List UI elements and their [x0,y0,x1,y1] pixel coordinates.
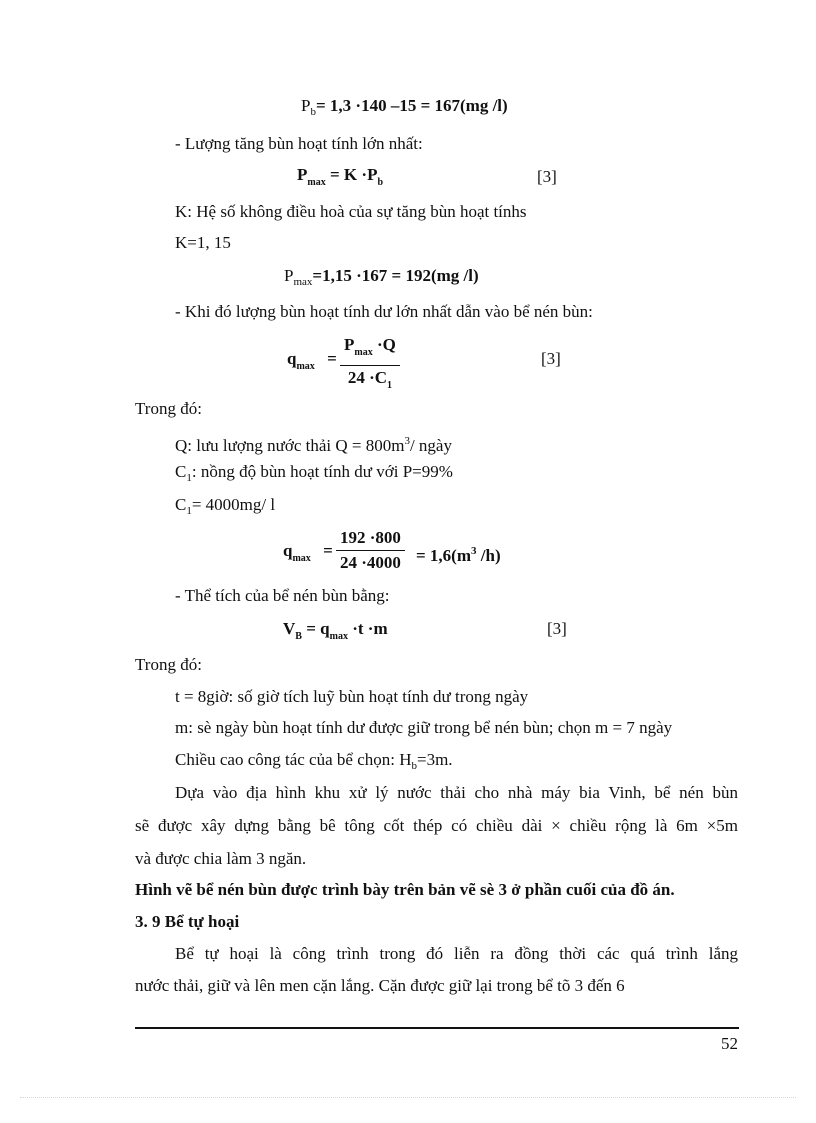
page-number: 52 [721,1034,738,1053]
eq4-numerator [340,334,400,364]
eq4-num-main: P [344,335,355,354]
c1-def-sub: 1 [186,472,192,484]
c1-val-sub: 1 [186,505,192,517]
q-def-unit: / ngày [409,436,452,455]
hb-definition [175,749,453,777]
eq2-lhs-sub: max [307,177,326,188]
eq5-lhs: q [283,541,293,560]
trong-do-2: Trong đó: [135,655,202,674]
c1-val-symbol: C [175,495,187,514]
eq4-fraction-bar [340,365,400,366]
eq5-lhs-group [283,540,333,570]
eq4-fraction [340,334,400,397]
page-bottom-border [20,1097,796,1098]
eq5-fraction-bar [336,550,405,551]
q-def-sup: 3 [404,435,410,447]
eq1-lhs: P [301,96,311,115]
eq2-lhs: P [297,165,308,184]
eq5-fraction [336,527,405,574]
eq4-lhs-group [287,348,337,378]
footer-rule [135,1027,739,1029]
c1-val-text: = 4000mg/ l [191,495,276,514]
eq4-lhs-sub: max [296,361,315,372]
hb-def-value: =3m. [417,750,453,769]
m-definition: m: sè ngày bùn hoạt tính dư được giữ trong bể nén bùn; chọn m = 7 ngày [175,718,673,737]
hb-def-sub: b [411,760,417,772]
eq5-rhs-sup: 3 [471,545,477,557]
eq3-lhs: P [284,266,294,285]
eq5-numerator: 192 ·800 [340,528,401,547]
eq6-lhs: V [283,619,296,638]
vb-intro: - Thể tích của bể nén bùn bằng: [175,586,390,605]
equation-pmax [297,164,383,194]
drawing-note: Hình vẽ bể nén bùn được trình bày trên bản vẽ sè 3 ở phần cuối của đồ án. [135,880,675,899]
para1-line-1: Dựa vào địa hình khu xử lý nước thải cho nhà máy bia Vinh, bể nén bùn [175,783,738,802]
eq4-equals: = [327,349,337,368]
c1-def-symbol: C [175,462,187,481]
eq2-reference: [3] [537,167,557,186]
equation-vb [283,618,388,648]
eq5-equals: = [323,541,333,560]
eq6-mid-sub: max [329,631,348,642]
eq6-reference: [3] [547,619,567,638]
trong-do-1: Trong đó: [135,399,202,418]
eq5-rhs-b: /h) [476,546,501,565]
eq6-mid: = q [301,619,330,638]
c1-def-text: : nồng độ bùn hoạt tính dư với P=99% [191,462,453,481]
eq4-num-rest: ·Q [372,335,396,354]
para1-line-3: và được chia làm 3 ngăn. [135,849,307,868]
eq2-mid: = K ·P [325,165,378,184]
para1-line-2: sẽ được xây dựng bằng bê tông cốt thép có chiều dài × chiều rộng là 6m ×5m [135,816,738,835]
p-max-intro: - Lượng tăng bùn hoạt tính lớn nhất: [175,134,423,153]
eq5-rhs-a: = 1,6(m [416,546,472,565]
para2-line-1: Bể tự hoại là công trình trong đó liễn ra đồng thời các quá trình lắng [175,944,738,963]
eq4-den-sub: 1 [387,380,393,391]
eq6-rest: ·t ·m [347,619,388,638]
equation-pmax-value [284,265,479,293]
eq4-den-main: 24 ·C [347,368,388,387]
eq3-lhs-sub: max [293,276,313,288]
q-definition [175,430,452,457]
eq5-rhs [416,540,501,567]
c1-definition [175,461,453,489]
para2-line-2: nước thải, giữ và lên men cặn lắng. Cặn được giữ lại trong bể tõ 3 đến 6 [135,976,625,995]
eq4-num-sub: max [354,347,373,358]
eq1-lhs-sub: b [310,106,316,118]
equation-pb [301,95,508,123]
c1-value [175,494,275,522]
eq6-lhs-sub: B [295,631,302,642]
k-definition: K: Hệ số không điều hoà của sự tăng bùn hoạt tínhs [175,202,527,221]
eq2-mid-sub: b [377,177,384,188]
t-definition: t = 8giờ: số giờ tích luỹ bùn hoạt tính dư trong ngày [175,687,529,706]
eq4-reference: [3] [541,349,561,368]
eq4-lhs: q [287,349,297,368]
q-def-text: Q: lưu lượng nước thải Q = 800m [175,436,405,455]
q-max-intro: - Khi đó lượng bùn hoạt tính dư lớn nhất dẫn vào bể nén bùn: [175,302,593,321]
hb-def-text: Chiều cao công tác của bể chọn: H [175,750,412,769]
eq5-denominator: 24 ·4000 [340,553,401,572]
section-title: 3. 9 Bể tự hoại [135,912,240,931]
k-value: K=1, 15 [175,233,231,252]
eq1-rhs: = 1,3 ·140 –15 = 167(mg /l) [315,96,508,115]
eq4-denominator [340,367,400,397]
eq3-rhs: =1,15 ·167 = 192(mg /l) [312,266,479,285]
eq5-lhs-sub: max [292,553,311,564]
